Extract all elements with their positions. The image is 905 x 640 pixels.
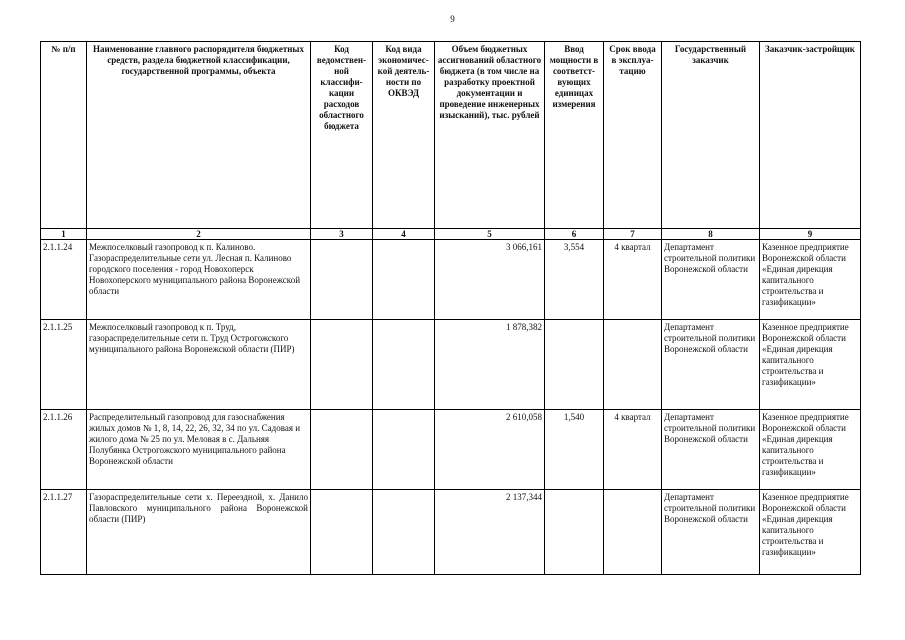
- developer-cell: Казенное предприятие Воронежской области «Единая дирекция капитального строительства и газификации»: [760, 490, 861, 575]
- code-okved-cell: [373, 240, 435, 320]
- capacity-cell: [545, 320, 604, 410]
- header-name: Наименование главного распорядителя бюджетных средств, раздела бюджетной классификации, государственной программы, объекта: [87, 42, 311, 229]
- page-number: 9: [450, 14, 455, 24]
- volume-cell: 2 610,058: [435, 410, 545, 490]
- header-code-vk: Код ведомствен-ной классифи-кации расходов областного бюджета: [311, 42, 373, 229]
- table-row: [41, 240, 861, 320]
- code-okved-cell: [373, 410, 435, 490]
- term-cell: [604, 320, 662, 410]
- code-okved-cell: [373, 490, 435, 575]
- header-code-okved: Код вида экономичес-кой деятель-ности по ОКВЭД: [373, 42, 435, 229]
- header-capacity: Ввод мощности в соответст-вующих единицах измерения: [545, 42, 604, 229]
- code-okved-cell: [373, 320, 435, 410]
- column-number: 1: [41, 229, 87, 240]
- table-row: [41, 490, 861, 575]
- capacity-cell: [545, 490, 604, 575]
- header-volume: Объем бюджетных ассигнований областного бюджета (в том числе на разработку проектной документации и проведение инженерных изысканий), тыс. рублей: [435, 42, 545, 229]
- row-number: 2.1.1.27: [41, 490, 87, 575]
- customer-cell: Департамент строительной политики Воронежской области: [662, 320, 760, 410]
- header-developer: Заказчик-застройщик: [760, 42, 861, 229]
- column-number: 8: [662, 229, 760, 240]
- row-number: 2.1.1.24: [41, 240, 87, 320]
- column-number: 6: [545, 229, 604, 240]
- object-name: Межпоселковый газопровод к п. Калиново. Газораспределительные сети ул. Лесная п. Калиново городского поселения - город Новохоперск Новохоперского муниципального района Воронежской области: [87, 240, 311, 320]
- object-name: Межпоселковый газопровод к п. Труд, газораспределительные сети п. Труд Острогожского муниципального района Воронежской области (ПИР): [87, 320, 311, 410]
- object-name: Распределительный газопровод для газоснабжения жилых домов № 1, 8, 14, 22, 26, 32, 34 по ул. Садовая и жилого дома № 25 по ул. Меловая в с. Дальняя Полубянка Острогожского муниципального района Воронежской области: [87, 410, 311, 490]
- column-number: 3: [311, 229, 373, 240]
- capacity-cell: 3,554: [545, 240, 604, 320]
- term-cell: 4 квартал: [604, 240, 662, 320]
- developer-cell: Казенное предприятие Воронежской области «Единая дирекция капитального строительства и газификации»: [760, 320, 861, 410]
- header-customer: Государственный заказчик: [662, 42, 760, 229]
- column-number: 5: [435, 229, 545, 240]
- code-vk-cell: [311, 490, 373, 575]
- developer-cell: Казенное предприятие Воронежской области «Единая дирекция капитального строительства и газификации»: [760, 410, 861, 490]
- code-vk-cell: [311, 320, 373, 410]
- object-name: Газораспределительные сети х. Переездной, х. Данило Павловского муниципального района Воронежской области (ПИР): [87, 490, 311, 575]
- column-number: 4: [373, 229, 435, 240]
- column-number: 7: [604, 229, 662, 240]
- code-vk-cell: [311, 410, 373, 490]
- row-number: 2.1.1.26: [41, 410, 87, 490]
- code-vk-cell: [311, 240, 373, 320]
- header-row: [41, 42, 861, 229]
- column-number: 2: [87, 229, 311, 240]
- developer-cell: Казенное предприятие Воронежской области «Единая дирекция капитального строительства и газификации»: [760, 240, 861, 320]
- row-number: 2.1.1.25: [41, 320, 87, 410]
- capacity-cell: 1,540: [545, 410, 604, 490]
- column-number-row: [41, 229, 861, 240]
- header-num: № п/п: [41, 42, 87, 229]
- volume-cell: 2 137,344: [435, 490, 545, 575]
- budget-table: [40, 41, 861, 575]
- table-row: [41, 410, 861, 490]
- customer-cell: Департамент строительной политики Воронежской области: [662, 490, 760, 575]
- volume-cell: 3 066,161: [435, 240, 545, 320]
- header-term: Срок ввода в эксплуа-тацию: [604, 42, 662, 229]
- volume-cell: 1 878,382: [435, 320, 545, 410]
- column-number: 9: [760, 229, 861, 240]
- customer-cell: Департамент строительной политики Воронежской области: [662, 410, 760, 490]
- term-cell: 4 квартал: [604, 410, 662, 490]
- customer-cell: Департамент строительной политики Воронежской области: [662, 240, 760, 320]
- table-row: [41, 320, 861, 410]
- term-cell: [604, 490, 662, 575]
